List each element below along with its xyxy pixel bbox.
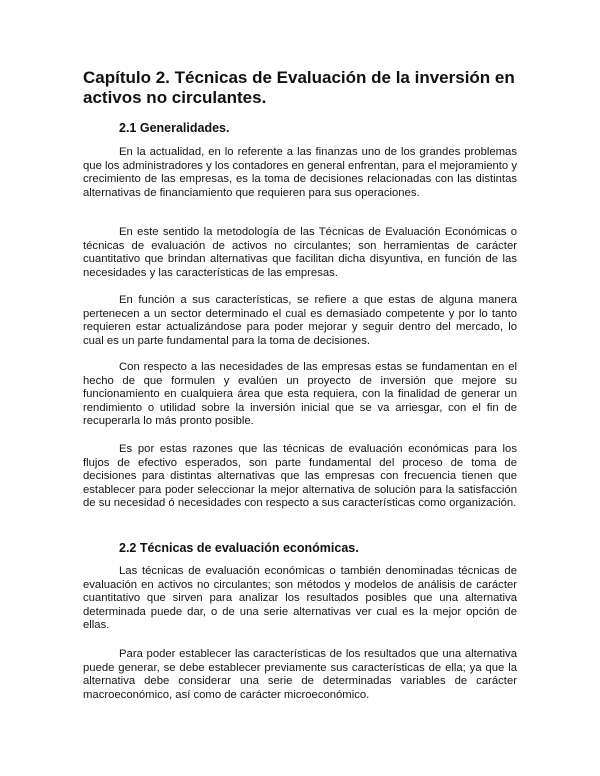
chapter-title: Capítulo 2. Técnicas de Evaluación de la inversión en activos no circulantes. [83, 68, 515, 107]
paragraph: Con respecto a las necesidades de las empresas estas se fundamentan en el hecho de que formulen y evalúen un proyecto de inversión que mejore su funcionamiento en cualquiera área que esta requiera, con la finalidad de generar un rendimiento o utilidad sobre la inversión inicial que se va arriesgar, con el fin de recuperarla lo más pronto posible. [83, 361, 517, 428]
section-heading-generalidades: 2.1 Generalidades. [119, 121, 230, 135]
paragraph: En este sentido la metodología de las Técnicas de Evaluación Económicas o técnicas de evaluación de activos no circulantes; son herramientas de carácter cuantitativo que brindan alternativas que facilitan dicha disyuntiva, en función de las necesidades y las características de las empresas. [83, 226, 517, 279]
paragraph: En la actualidad, en lo referente a las finanzas uno de los grandes problemas que los administradores y los contadores en general enfrentan, para el mejoramiento y crecimiento de las empresas, es la toma de decisiones relacionadas con las distintas alternativas de financiamiento que requieren para sus operaciones. [83, 146, 517, 199]
paragraph: Es por estas razones que las técnicas de evaluación económicas para los flujos de efectivo esperados, son parte fundamental del proceso de toma de decisiones para distintas alternativas que las empresas con frecuencia tienen que establecer para poder seleccionar la mejor alternativa de solución para la satisfacción de su necesidad ó necesidades con respecto a sus características como organización. [83, 443, 517, 510]
section-heading-tecnicas: 2.2 Técnicas de evaluación económicas. [119, 541, 359, 555]
paragraph: En función a sus características, se refiere a que estas de alguna manera pertenecen a un sector determinado el cual es demasiado competente y por lo tanto requieren estar actualizándose para poder mejorar y seguir dentro del mercado, lo cual es un parte fundamental para la toma de decisiones. [83, 294, 517, 347]
paragraph: Para poder establecer las características de los resultados que una alternativa puede generar, se debe establecer previamente sus características de ella; ya que la alternativa debe considerar una serie de determinadas variables de carácter macroeconómico, así como de carácter microeconómico. [83, 648, 517, 701]
paragraph: Las técnicas de evaluación económicas o también denominadas técnicas de evaluación en activos no circulantes; son métodos y modelos de análisis de carácter cuantitativo que sirven para analizar los resultados posibles que una alternativa determinada puede dar, o de una serie alternativas ver cual es la mejor opción de ellas. [83, 565, 517, 632]
